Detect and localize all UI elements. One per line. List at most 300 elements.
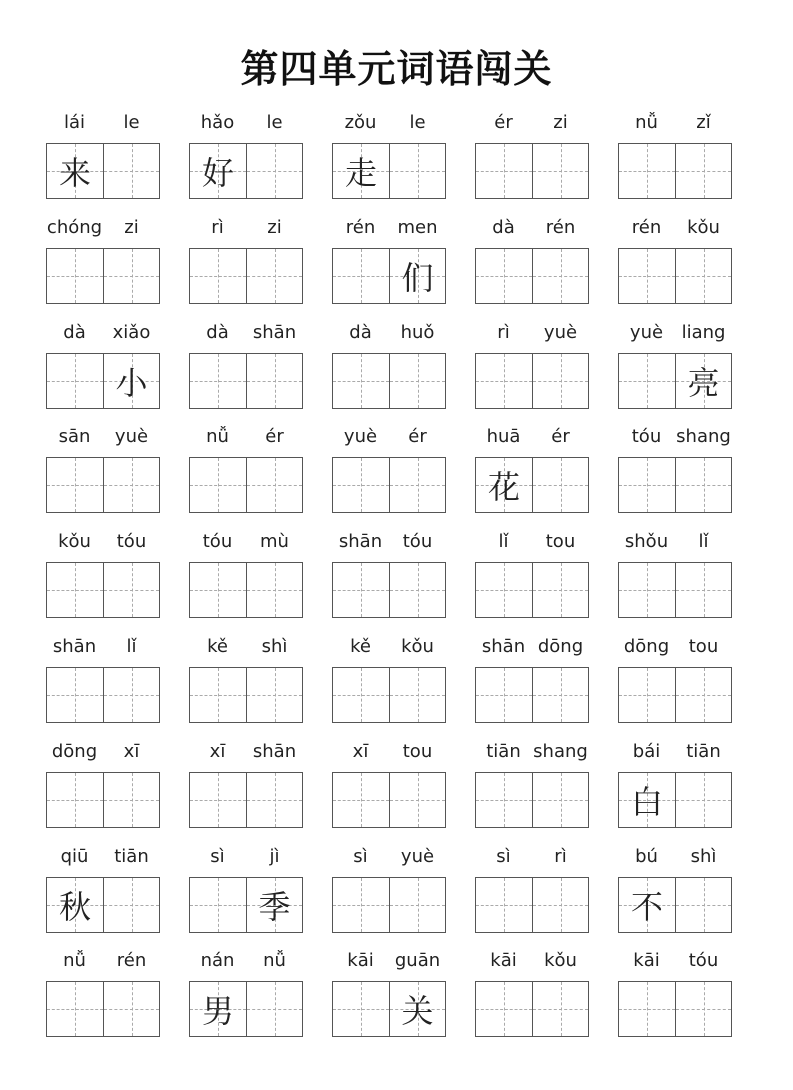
pinyin-syllable: tóu: [688, 950, 719, 971]
writing-cell[interactable]: [190, 563, 246, 617]
hanzi-char: [533, 563, 588, 617]
word-item: [332, 636, 446, 726]
writing-cell[interactable]: [532, 458, 588, 512]
writing-cell[interactable]: [333, 249, 389, 303]
pinyin-syllable: kǒu: [58, 531, 91, 552]
writing-cell[interactable]: [190, 144, 246, 198]
writing-cell[interactable]: [190, 354, 246, 408]
pinyin-row: [332, 950, 446, 974]
tianzige-box: [332, 981, 446, 1037]
pinyin-syllable: nǚ: [206, 426, 229, 447]
writing-cell[interactable]: [246, 878, 302, 932]
word-item: [46, 531, 160, 621]
writing-cell[interactable]: [476, 249, 532, 303]
hanzi-char: [333, 668, 389, 722]
writing-cell[interactable]: [619, 563, 675, 617]
word-item: [46, 112, 160, 202]
pinyin-syllable: lǐ: [126, 636, 137, 657]
tianzige-box: [332, 457, 446, 513]
writing-cell[interactable]: [532, 773, 588, 827]
writing-cell[interactable]: [619, 354, 675, 408]
pinyin-syllable: nǚ: [263, 950, 286, 971]
pinyin-row: [332, 217, 446, 241]
writing-cell[interactable]: [190, 773, 246, 827]
word-item: [618, 217, 732, 307]
pinyin-row: [618, 426, 732, 450]
hanzi-char: [247, 458, 302, 512]
writing-cell[interactable]: [476, 563, 532, 617]
writing-cell[interactable]: [389, 563, 445, 617]
word-item: [46, 950, 160, 1040]
word-item: [332, 950, 446, 1040]
tianzige-box: [46, 667, 160, 723]
pinyin-syllable: bái: [632, 741, 661, 762]
word-item: [475, 426, 589, 516]
writing-cell[interactable]: [476, 668, 532, 722]
pinyin-row: [46, 636, 160, 660]
writing-cell[interactable]: [47, 668, 103, 722]
word-item: [618, 426, 732, 516]
writing-cell[interactable]: [532, 982, 588, 1036]
pinyin-syllable: nǚ: [63, 950, 86, 971]
pinyin-row: [189, 322, 303, 346]
word-item: [332, 741, 446, 831]
hanzi-char: [333, 354, 389, 408]
hanzi-char: [47, 773, 103, 827]
hanzi-char: [190, 773, 246, 827]
writing-cell[interactable]: [675, 563, 731, 617]
writing-cell[interactable]: [47, 773, 103, 827]
pinyin-row: [618, 950, 732, 974]
hanzi-char: [104, 249, 159, 303]
word-item: [189, 426, 303, 516]
pinyin-syllable: tou: [688, 636, 719, 657]
word-item: [618, 950, 732, 1040]
hanzi-char: [247, 773, 302, 827]
writing-cell[interactable]: [103, 563, 159, 617]
hanzi-char: 们: [401, 259, 434, 297]
word-item: [189, 112, 303, 202]
pinyin-syllable: shān: [252, 322, 297, 343]
hanzi-char: [247, 982, 302, 1036]
writing-cell[interactable]: [246, 458, 302, 512]
pinyin-syllable: kāi: [633, 950, 660, 971]
pinyin-syllable: rén: [631, 217, 662, 238]
hanzi-char: [533, 249, 588, 303]
hanzi-char: [476, 773, 532, 827]
pinyin-syllable: hǎo: [200, 112, 235, 133]
pinyin-row: [46, 322, 160, 346]
writing-cell[interactable]: [333, 982, 389, 1036]
pinyin-syllable: lái: [63, 112, 86, 133]
hanzi-char: [533, 982, 588, 1036]
pinyin-syllable: xī: [352, 741, 369, 762]
tianzige-box: [475, 981, 589, 1037]
hanzi-char: [104, 458, 159, 512]
writing-cell[interactable]: [47, 144, 103, 198]
writing-cell[interactable]: [333, 878, 389, 932]
word-item: [189, 636, 303, 726]
writing-cell[interactable]: [333, 458, 389, 512]
hanzi-char: [104, 878, 159, 932]
pinyin-row: [46, 531, 160, 555]
word-item: [618, 322, 732, 412]
pinyin-syllable: huā: [486, 426, 521, 447]
hanzi-char: [676, 773, 731, 827]
hanzi-char: [190, 354, 246, 408]
writing-cell[interactable]: [389, 249, 445, 303]
pinyin-syllable: sì: [353, 846, 368, 867]
pinyin-syllable: dōng: [51, 741, 98, 762]
pinyin-syllable: ér: [265, 426, 284, 447]
writing-cell[interactable]: [103, 249, 159, 303]
writing-cell[interactable]: [333, 563, 389, 617]
hanzi-char: [104, 144, 159, 198]
writing-cell[interactable]: [389, 144, 445, 198]
writing-cell[interactable]: [619, 668, 675, 722]
tianzige-box: [618, 248, 732, 304]
pinyin-row: [332, 426, 446, 450]
writing-cell[interactable]: [103, 668, 159, 722]
writing-cell[interactable]: [675, 668, 731, 722]
tianzige-box: [475, 562, 589, 618]
pinyin-row: [46, 741, 160, 765]
word-item: [475, 741, 589, 831]
word-item: [332, 322, 446, 412]
writing-cell[interactable]: [619, 982, 675, 1036]
hanzi-char: [676, 458, 731, 512]
hanzi-char: [476, 668, 532, 722]
hanzi-char: [676, 878, 731, 932]
pinyin-row: [46, 112, 160, 136]
word-item: [46, 322, 160, 412]
hanzi-char: [247, 668, 302, 722]
writing-cell[interactable]: [47, 878, 103, 932]
hanzi-char: [333, 458, 389, 512]
hanzi-char: [619, 354, 675, 408]
tianzige-box: [46, 562, 160, 618]
writing-cell[interactable]: [476, 773, 532, 827]
word-item: [189, 741, 303, 831]
writing-cell[interactable]: [619, 144, 675, 198]
pinyin-syllable: yuè: [543, 322, 578, 343]
pinyin-row: [618, 322, 732, 346]
pinyin-syllable: kāi: [347, 950, 374, 971]
writing-cell[interactable]: [476, 878, 532, 932]
hanzi-char: [333, 773, 389, 827]
pinyin-syllable: le: [123, 112, 140, 133]
pinyin-syllable: xiǎo: [112, 322, 151, 343]
pinyin-row: [618, 112, 732, 136]
hanzi-char: [247, 144, 302, 198]
tianzige-box: [475, 143, 589, 199]
hanzi-char: 白: [630, 783, 663, 821]
pinyin-syllable: tou: [402, 741, 433, 762]
writing-cell[interactable]: [47, 982, 103, 1036]
pinyin-syllable: dōng: [623, 636, 670, 657]
pinyin-syllable: zi: [553, 112, 568, 133]
writing-cell[interactable]: [333, 354, 389, 408]
writing-cell[interactable]: [246, 144, 302, 198]
hanzi-char: [476, 982, 532, 1036]
pinyin-syllable: xī: [123, 741, 140, 762]
writing-cell[interactable]: [190, 878, 246, 932]
writing-cell[interactable]: [476, 458, 532, 512]
word-item: [46, 426, 160, 516]
writing-cell[interactable]: [532, 878, 588, 932]
pinyin-syllable: dà: [492, 217, 515, 238]
tianzige-box: [332, 143, 446, 199]
writing-cell[interactable]: [619, 249, 675, 303]
pinyin-syllable: zǐ: [696, 112, 711, 133]
hanzi-char: [476, 354, 532, 408]
writing-cell[interactable]: [246, 354, 302, 408]
writing-cell[interactable]: [333, 144, 389, 198]
hanzi-char: [47, 982, 103, 1036]
pinyin-row: [46, 846, 160, 870]
writing-cell[interactable]: [619, 458, 675, 512]
pinyin-row: [475, 950, 589, 974]
writing-cell[interactable]: [190, 982, 246, 1036]
hanzi-char: [476, 878, 532, 932]
tianzige-box: [332, 772, 446, 828]
pinyin-syllable: shān: [338, 531, 383, 552]
hanzi-char: 男: [201, 992, 234, 1030]
tianzige-box: [475, 877, 589, 933]
writing-cell[interactable]: [619, 878, 675, 932]
hanzi-char: [619, 982, 675, 1036]
pinyin-syllable: yuè: [114, 426, 149, 447]
pinyin-syllable: le: [409, 112, 426, 133]
tianzige-box: [618, 667, 732, 723]
pinyin-syllable: jì: [269, 846, 280, 867]
writing-cell[interactable]: [532, 563, 588, 617]
pinyin-row: [618, 217, 732, 241]
writing-cell[interactable]: [190, 458, 246, 512]
writing-cell[interactable]: [190, 668, 246, 722]
pinyin-syllable: rì: [211, 217, 224, 238]
writing-cell[interactable]: [476, 144, 532, 198]
pinyin-syllable: kǒu: [401, 636, 434, 657]
pinyin-row: [332, 636, 446, 660]
writing-cell[interactable]: [333, 773, 389, 827]
hanzi-char: [390, 773, 445, 827]
hanzi-char: 走: [344, 154, 377, 192]
tianzige-box: [618, 457, 732, 513]
pinyin-syllable: shān: [481, 636, 526, 657]
hanzi-char: [619, 144, 675, 198]
hanzi-char: [476, 144, 532, 198]
pinyin-syllable: shang: [533, 741, 588, 762]
tianzige-box: [332, 562, 446, 618]
writing-cell[interactable]: [246, 563, 302, 617]
writing-cell[interactable]: [675, 249, 731, 303]
word-item: [46, 741, 160, 831]
word-item: [475, 636, 589, 726]
writing-cell[interactable]: [532, 249, 588, 303]
writing-cell[interactable]: [103, 458, 159, 512]
tianzige-box: [618, 772, 732, 828]
pinyin-syllable: lǐ: [498, 531, 509, 552]
tianzige-box: [46, 248, 160, 304]
writing-cell[interactable]: [675, 144, 731, 198]
tianzige-box: [475, 772, 589, 828]
writing-cell[interactable]: [246, 249, 302, 303]
hanzi-char: [533, 144, 588, 198]
pinyin-row: [189, 217, 303, 241]
word-item: [332, 112, 446, 202]
hanzi-char: 秋: [58, 888, 91, 926]
pinyin-syllable: tóu: [202, 531, 233, 552]
writing-cell[interactable]: [103, 773, 159, 827]
hanzi-char: [333, 249, 389, 303]
writing-cell[interactable]: [619, 773, 675, 827]
writing-cell[interactable]: [532, 668, 588, 722]
writing-cell[interactable]: [246, 668, 302, 722]
tianzige-box: [46, 457, 160, 513]
hanzi-char: [333, 563, 389, 617]
writing-cell[interactable]: [389, 773, 445, 827]
word-item: [46, 217, 160, 307]
hanzi-char: [190, 878, 246, 932]
hanzi-char: [676, 563, 731, 617]
pinyin-row: [475, 426, 589, 450]
word-item: [475, 531, 589, 621]
writing-cell[interactable]: [476, 982, 532, 1036]
writing-cell[interactable]: [675, 458, 731, 512]
writing-cell[interactable]: [389, 354, 445, 408]
writing-cell[interactable]: [103, 982, 159, 1036]
writing-cell[interactable]: [103, 878, 159, 932]
writing-cell[interactable]: [246, 773, 302, 827]
hanzi-char: [47, 249, 103, 303]
hanzi-char: 关: [401, 992, 434, 1030]
pinyin-syllable: liang: [681, 322, 726, 343]
tianzige-box: [189, 353, 303, 409]
pinyin-syllable: zi: [267, 217, 282, 238]
hanzi-char: [619, 668, 675, 722]
hanzi-char: [47, 563, 103, 617]
pinyin-syllable: tóu: [631, 426, 662, 447]
pinyin-syllable: kāi: [490, 950, 517, 971]
tianzige-box: [46, 772, 160, 828]
hanzi-char: 季: [258, 888, 291, 926]
pinyin-row: [475, 112, 589, 136]
hanzi-char: [47, 668, 103, 722]
pinyin-syllable: rén: [116, 950, 147, 971]
tianzige-box: [189, 248, 303, 304]
pinyin-syllable: le: [266, 112, 283, 133]
writing-cell[interactable]: [47, 354, 103, 408]
pinyin-syllable: shang: [676, 426, 731, 447]
pinyin-row: [189, 426, 303, 450]
word-item: [475, 217, 589, 307]
hanzi-char: [104, 668, 159, 722]
writing-cell[interactable]: [190, 249, 246, 303]
hanzi-char: [390, 354, 445, 408]
tianzige-box: [475, 457, 589, 513]
writing-cell[interactable]: [389, 458, 445, 512]
writing-cell[interactable]: [389, 982, 445, 1036]
pinyin-row: [332, 531, 446, 555]
writing-cell[interactable]: [47, 563, 103, 617]
word-item: [46, 636, 160, 726]
writing-cell[interactable]: [246, 982, 302, 1036]
hanzi-char: [47, 354, 103, 408]
hanzi-char: [390, 878, 445, 932]
pinyin-row: [618, 846, 732, 870]
pinyin-row: [475, 846, 589, 870]
hanzi-char: [533, 354, 588, 408]
pinyin-syllable: huǒ: [400, 322, 435, 343]
writing-cell[interactable]: [103, 354, 159, 408]
writing-cell[interactable]: [103, 144, 159, 198]
hanzi-char: [533, 458, 588, 512]
pinyin-row: [189, 531, 303, 555]
pinyin-syllable: tóu: [402, 531, 433, 552]
pinyin-row: [189, 950, 303, 974]
word-item: [332, 846, 446, 936]
pinyin-syllable: sì: [210, 846, 225, 867]
pinyin-syllable: ér: [408, 426, 427, 447]
tianzige-box: [475, 667, 589, 723]
hanzi-char: [333, 982, 389, 1036]
pinyin-syllable: ér: [494, 112, 513, 133]
tianzige-box: [189, 667, 303, 723]
pinyin-row: [332, 112, 446, 136]
writing-cell[interactable]: [532, 144, 588, 198]
hanzi-char: [676, 249, 731, 303]
tianzige-box: [189, 877, 303, 933]
writing-cell[interactable]: [675, 354, 731, 408]
hanzi-char: 亮: [687, 364, 720, 402]
tianzige-box: [618, 877, 732, 933]
writing-cell[interactable]: [532, 354, 588, 408]
pinyin-syllable: chóng: [46, 217, 103, 238]
word-item: [46, 846, 160, 936]
hanzi-char: [533, 668, 588, 722]
writing-cell[interactable]: [47, 249, 103, 303]
pinyin-syllable: dà: [206, 322, 229, 343]
writing-cell[interactable]: [675, 982, 731, 1036]
pinyin-row: [332, 741, 446, 765]
writing-cell[interactable]: [389, 878, 445, 932]
pinyin-syllable: mù: [260, 531, 289, 552]
hanzi-char: 花: [487, 468, 520, 506]
hanzi-char: 小: [115, 364, 148, 402]
word-item: [189, 846, 303, 936]
writing-cell[interactable]: [476, 354, 532, 408]
pinyin-syllable: tou: [545, 531, 576, 552]
writing-cell[interactable]: [675, 773, 731, 827]
pinyin-syllable: shān: [252, 741, 297, 762]
tianzige-box: [618, 981, 732, 1037]
pinyin-syllable: sì: [496, 846, 511, 867]
pinyin-syllable: shì: [690, 846, 717, 867]
writing-cell[interactable]: [333, 668, 389, 722]
writing-cell[interactable]: [675, 878, 731, 932]
writing-cell[interactable]: [47, 458, 103, 512]
page-title: 第四单元词语闯关: [240, 47, 553, 91]
writing-cell[interactable]: [389, 668, 445, 722]
pinyin-syllable: bú: [635, 846, 658, 867]
word-item: [475, 950, 589, 1040]
hanzi-char: [190, 668, 246, 722]
pinyin-row: [475, 531, 589, 555]
hanzi-char: [47, 458, 103, 512]
word-item: [475, 846, 589, 936]
word-item: [332, 426, 446, 516]
